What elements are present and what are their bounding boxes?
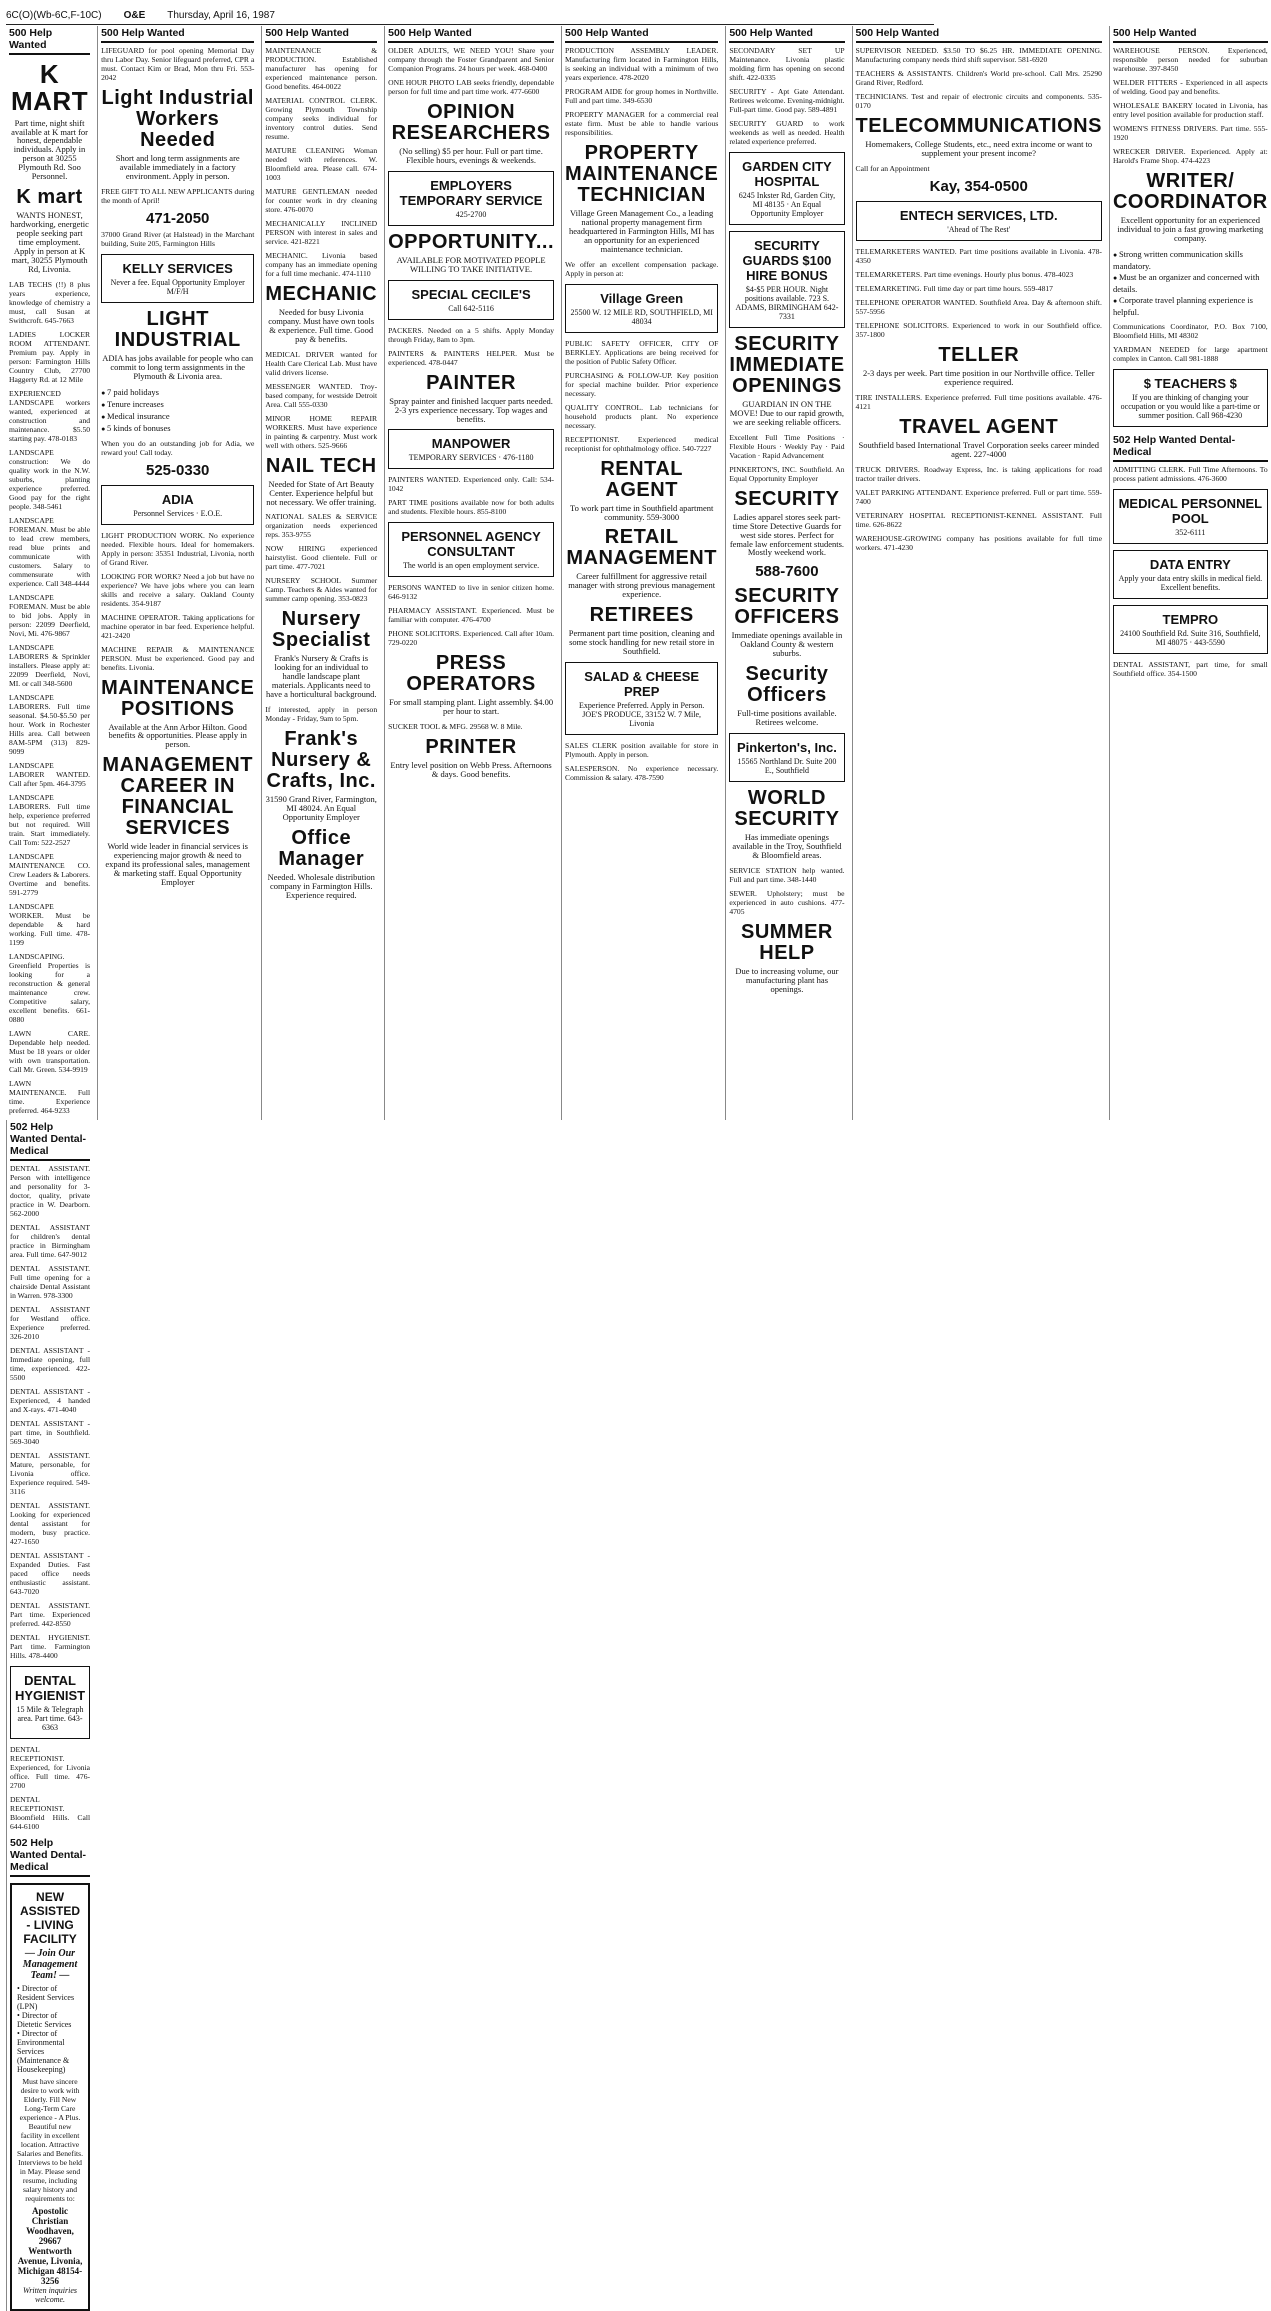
classified-ad: TELEPHONE OPERATOR WANTED. Southfield Area. Day & afternoon shift. 557-5956	[855, 297, 1102, 316]
ad-headline: RETAIL MANAGEMENT	[566, 526, 717, 570]
bullet-list	[1113, 249, 1268, 318]
category-header: 500 Help Wanted	[265, 26, 377, 43]
display-ad	[856, 345, 1102, 387]
ad-headline: TELLER	[938, 343, 1020, 366]
classified-ad: TELEMARKETING. Full time day or part time hours. 559-4817	[855, 283, 1053, 293]
bullet-item: ● Must be an organizer and concerned with details.	[1113, 272, 1268, 295]
classified-ad: PACKERS. Needed on a 5 shifts. Apply Monday through Friday, 8am to 3pm.	[388, 325, 555, 344]
boxed-ad	[1113, 605, 1268, 654]
phone-number: 588-7600	[755, 563, 819, 581]
display-ad	[729, 586, 844, 658]
column-3	[261, 26, 380, 1120]
position-item: • Director of Environmental Services (Maintenance & Housekeeping)	[17, 2029, 83, 2074]
phone-number: Kay, 354-0500	[929, 177, 1028, 195]
position-list	[17, 1984, 83, 2074]
phone-number: 471-2050	[146, 209, 210, 227]
boxed-ad	[565, 284, 718, 333]
classified-ad: MAINTENANCE & PRODUCTION. Established manufacturer has opening for experienced maintenance person. Good benefits. 464-0022	[265, 46, 378, 91]
ad-body: Full-time positions available. Retirees welcome.	[737, 708, 837, 728]
ad-headline: OPINION RESEARCHERS	[391, 101, 551, 144]
ad-body: 24100 Southfield Rd. Suite 316, Southfield, MI 48075 · 443-5590	[1120, 628, 1261, 647]
ad-headline: GARDEN CITY HOSPITAL	[742, 159, 832, 189]
classified-ad: WRECKER DRIVER. Experienced. Apply at: Harold's Frame Shop. 474-4223	[1112, 147, 1268, 165]
ad-body: $4-$5 PER HOUR. Night positions available. 723 S. ADAMS, BIRMINGHAM 642-7331	[735, 285, 839, 321]
classified-ad: SEWER. Upholstery; must be experienced in auto cushions. 477-4705	[729, 888, 845, 916]
ad-headline: WORLD SECURITY	[734, 786, 840, 830]
boxed-ad	[729, 733, 844, 782]
paper-name: O&E	[123, 9, 146, 21]
bullet-item: ● Corporate travel planning experience is helpful.	[1113, 295, 1268, 318]
ad-body: Short and long term assignments are available immediately in a factory environment. Apply in person.	[115, 153, 240, 181]
classified-ad: NATIONAL SALES & SERVICE organization needs experienced reps. 353-9755	[265, 512, 378, 540]
column-2	[97, 26, 257, 1120]
classified-ad: OLDER ADULTS, WE NEED YOU! Share your company through the Foster Grandparent and Senior Companion Programs. 24 hours per week. 468-0400	[388, 46, 555, 73]
ad-body: Career fulfillment for aggressive retail manager with strong previous management experience.	[568, 571, 716, 600]
bullet-item: ● Tenure increases	[101, 399, 254, 411]
column-7	[852, 26, 1105, 1120]
ad-body: If you are thinking of changing your occupation or you would like a part-time or summer position. Call 968-4230	[1120, 392, 1260, 420]
ad-headline: OPPORTUNITY...	[388, 230, 555, 253]
classified-ad: MATURE GENTLEMAN needed for counter work in dry cleaning store. 476-0070	[265, 187, 378, 214]
classified-ad: DENTAL ASSISTANT - Expanded Duties. Fast paced office needs enthusiastic assistant. 643-7020	[10, 1550, 91, 1596]
boxed-ad	[1113, 369, 1268, 427]
ad-headline: PRINTER	[425, 736, 517, 759]
ad-body: 'Ahead of The Rest'	[947, 224, 1011, 234]
display-ad	[729, 664, 844, 727]
classified-ad: NOW HIRING experienced hairstylist. Good clientele. Full or part time. 477-7021	[265, 544, 378, 572]
classified-ad: MACHINE REPAIR & MAINTENANCE PERSON. Must be experienced. Good pay and benefits. Livonia.	[101, 644, 255, 672]
display-ad	[729, 788, 844, 860]
classified-ad: SERVICE STATION help wanted. Full and part time. 348-1440	[729, 865, 845, 884]
boxed-ad	[101, 485, 254, 525]
display-ad	[729, 334, 844, 427]
classified-ad: DENTAL ASSISTANT. Part time. Experienced preferred. 442-8550	[10, 1600, 91, 1628]
ad-headline: K mart	[16, 186, 83, 209]
ad-body: Apply your data entry skills in medical field. Excellent benefits.	[1118, 573, 1263, 592]
classified-ad: WOMEN'S FITNESS DRIVERS. Part time. 555-1920	[1112, 124, 1268, 142]
classified-ad: MATERIAL CONTROL CLERK. Growing Plymouth Township company seeks individual for inventory control duties. Send resume.	[265, 96, 378, 141]
display-ad	[565, 605, 718, 656]
display-ad	[565, 143, 718, 254]
display-ad	[1113, 171, 1268, 243]
boxed-ad	[388, 280, 554, 320]
classified-ad: MESSENGER WANTED. Troy-based company, for westside Detroit Area. Call 555-0330	[265, 381, 378, 409]
ad-body: 31590 Grand River, Farmington, MI 48024. An Equal Opportunity Employer	[265, 794, 377, 822]
display-ad	[565, 459, 718, 522]
phone-number: 525-0330	[146, 461, 210, 479]
ad-headline: WRITER/ COORDINATOR	[1112, 170, 1268, 213]
ad-headline: RENTAL AGENT	[600, 457, 683, 501]
issue-date: Thursday, April 16, 1987	[167, 9, 275, 21]
category-header: 502 Help Wanted Dental-Medical	[1113, 433, 1268, 462]
ad-body: Frank's Nursery & Crafts is looking for an individual to handle landscape plant materials. Applicants need to have a horticultural background.	[266, 653, 377, 700]
ad-headline: SECURITY IMMEDIATE OPENINGS	[729, 333, 845, 397]
classified-ad: PROGRAM AIDE for group homes in Northville. Full and part time. 349-6530	[565, 87, 719, 105]
ad-headline: SPECIAL CECILE'S	[411, 286, 531, 302]
column-8	[1109, 26, 1271, 1120]
ad-body: 6245 Inkster Rd, Garden City, MI 48135 · An Equal Opportunity Employer	[738, 191, 836, 218]
ad-body: Excellent opportunity for an experienced individual to join a fast growing marketing company.	[1117, 215, 1264, 243]
boxed-ad	[565, 662, 718, 735]
ad-headline: Village Green	[600, 290, 684, 306]
classified-ad: SALES CLERK position available for store in Plymouth. Apply in person.	[565, 740, 719, 759]
position-item: • Director of Resident Services (LPN)	[17, 1984, 83, 2011]
classified-ad: RECEPTIONIST. Experienced medical receptionist for ophthalmology office. 540-7227	[565, 434, 719, 453]
display-ad	[101, 309, 254, 381]
ad-body: GUARDIAN IN ON THE MOVE! Due to our rapid growth, we are seeking reliable officers.	[729, 399, 845, 427]
column-6	[725, 26, 847, 1120]
classified-ad: LAWN MAINTENANCE. Full time. Experience preferred. 464-9233	[9, 1078, 91, 1115]
ad-headline: $ TEACHERS $	[1143, 375, 1237, 391]
page-masthead	[6, 6, 934, 25]
classified-ad: MECHANIC. Livonia based company has an immediate opening for a full time mechanic. 474-1110	[265, 251, 378, 278]
classified-ad: LANDSCAPE MAINTENANCE CO. Crew Leaders & Laborers. Overtime and benefits. 591-2779	[9, 851, 91, 897]
ad-headline: TEMPRO	[1162, 611, 1219, 627]
boxed-ad	[388, 522, 554, 577]
boxed-ad	[856, 201, 1102, 241]
ad-body: Experience Preferred. Apply in Person. JOE'S PRODUCE, 33152 W. 7 Mile, Livonia	[579, 700, 705, 728]
ad-headline: RETIREES	[589, 604, 694, 627]
display-ad	[729, 922, 844, 994]
classified-ad: PAINTERS & PAINTERS HELPER. Must be experienced. 478-0447	[388, 348, 555, 367]
ad-headline: Frank's Nursery & Crafts, Inc.	[266, 728, 376, 793]
boxed-ad	[101, 254, 254, 303]
classified-ad: Excellent Full Time Positions · Flexible Hours · Weekly Pay · Paid Vacation · Rapid Advancement	[729, 432, 845, 460]
display-ad	[856, 116, 1102, 158]
ad-body: Permanent part time position, cleaning and some stock handling for new retail store in Southfield.	[568, 628, 715, 657]
ad-headline: MEDICAL PERSONNEL POOL	[1118, 495, 1263, 526]
display-ad	[9, 187, 90, 273]
classified-ad: LANDSCAPING. Greenfield Properties is looking for a reconstruction & general maintenance crew. Competitive salary, excellent benefits. 661-0880	[9, 951, 91, 1024]
display-ad	[388, 653, 554, 716]
display-ad	[265, 828, 377, 900]
ad-headline: SUMMER HELP	[740, 920, 833, 964]
classified-ad: SUPERVISOR NEEDED. $3.50 TO $6.25 HR. IMMEDIATE OPENING. Manufacturing company needs third shift supervisor. 581-6920	[855, 46, 1102, 64]
classified-ad: LANDSCAPE FOREMAN. Must be able to bid jobs. Apply in person: 22099 Deerfield, Novi, Mi. 476-9867	[9, 592, 91, 638]
ad-headline: SALAD & CHEESE PREP	[584, 668, 700, 699]
ad-headline: LIGHT INDUSTRIAL	[114, 307, 241, 351]
ad-body: To work part time in Southfield apartment community. 559-3000	[569, 502, 714, 522]
ad-body: (No selling) $5 per hour. Full or part time. Flexible hours, evenings & weekends.	[399, 146, 543, 165]
ad-body: ADIA has jobs available for people who can commit to long term assignments in the Plymouth & Livonia area.	[102, 352, 254, 381]
classified-ad: MINOR HOME REPAIR WORKERS. Must have experience in painting & carpentry. Must work well with others. 525-9666	[265, 413, 378, 450]
ad-body: Ladies apparel stores seek part-time Store Detective Guards for west side stores. Perfect for female law enforcement students. Mostly weekend work.	[729, 511, 845, 558]
classified-ad: WHOLESALE BAKERY located in Livonia, has entry level position available for production staff.	[1112, 101, 1268, 119]
classified-ad: TELEMARKETERS WANTED. Part time positions available in Livonia. 478-4350	[855, 246, 1102, 265]
classified-ad: DENTAL ASSISTANT for Westland office. Experience preferred. 326-2010	[10, 1304, 91, 1341]
category-header: 500 Help Wanted	[9, 26, 90, 55]
classified-ad: LANDSCAPE LABORERS. Full time seasonal. $4.50-$5.50 per hour. Work in Rochester Hills area. Call between 8AM-5PM (313) 829-9099	[9, 692, 91, 756]
category-header: 500 Help Wanted	[388, 26, 554, 43]
classified-ad: EXPERIENCED LANDSCAPE workers wanted, experienced at construction and maintenance. $5.50 starting pay. 478-0183	[9, 388, 91, 443]
classified-ad: NURSERY SCHOOL Summer Camp. Teachers & Aides wanted for summer camp opening. 353-0823	[265, 576, 378, 604]
classified-ad: PROPERTY MANAGER for a commercial real estate firm. Must be able to handle various responsibilities.	[565, 110, 719, 137]
category-header: 500 Help Wanted	[1113, 26, 1268, 43]
ad-body: 352-6111	[1175, 527, 1206, 537]
display-ad	[101, 678, 254, 750]
classified-ad: LAB TECHS (!!) 8 plus years experience, knowledge of chemistry a must, call Susan at Swithcroft. 645-7663	[9, 279, 91, 325]
column-4	[384, 26, 557, 1120]
boxed-ad	[729, 231, 844, 328]
classified-ad: DENTAL ASSISTANT. Looking for experienced dental assistant for modern, busy practice. 427-1650	[10, 1500, 91, 1546]
ad-body: 15565 Northland Dr. Suite 200 E., Southfield	[737, 756, 837, 775]
ad-headline: PAINTER	[426, 371, 516, 394]
ad-body: Needed for busy Livonia company. Must have own tools & experience. Full time. Good pay & benefits.	[268, 307, 375, 344]
display-ad	[265, 609, 377, 699]
classified-ad: DENTAL ASSISTANT, part time, for small Southfield office. 354-1500	[1112, 659, 1268, 678]
ad-body: Needed. Wholesale distribution company in Farmington Hills. Experience required.	[267, 871, 375, 900]
display-ad	[9, 61, 90, 181]
ad-headline: PRESS OPERATORS	[406, 652, 536, 696]
boxed-ad	[1113, 550, 1268, 599]
display-ad	[265, 284, 377, 344]
classified-ad: VALET PARKING ATTENDANT. Experience preferred. Full or part time. 559-7400	[855, 487, 1102, 506]
display-ad	[729, 489, 844, 558]
banner-organization: Apostolic Christian Woodhaven, 29667 Wentworth Avenue, Livonia, Michigan 48154-3256	[17, 2205, 83, 2286]
ad-body: Available at the Ann Arbor Hilton. Good benefits & opportunities. Please apply in person.	[108, 721, 247, 750]
banner-title: NEW ASSISTED - LIVING FACILITY	[20, 1889, 81, 1946]
classified-ad: DENTAL ASSISTANT. Full time opening for a chairside Dental Assistant in Warren. 978-3300	[10, 1263, 91, 1300]
classified-ad: If interested, apply in person Monday - Friday, 9am to 5pm.	[265, 705, 378, 724]
bullet-item: ● 5 kinds of bonuses	[101, 423, 254, 435]
ad-headline: MANPOWER	[431, 436, 511, 452]
ad-body: For small stamping plant. Light assembly. $4.00 per hour to start.	[389, 697, 554, 717]
classified-ad: TRUCK DRIVERS. Roadway Express, Inc. is taking applications for road tractor trailer drivers.	[855, 464, 1102, 483]
ad-headline: ENTECH SERVICES, LTD.	[899, 207, 1058, 223]
bullet-item: ● Strong written communication skills mandatory.	[1113, 249, 1268, 272]
classified-ad: TELEMARKETERS. Part time evenings. Hourly plus bonus. 478-4023	[855, 269, 1074, 279]
classified-ad: YARDMAN NEEDED for large apartment complex in Canton. Call 981-1888	[1112, 344, 1268, 363]
ad-headline: Security Officers	[745, 663, 829, 707]
ad-body: Entry level position on Webb Press. Afternoons & days. Good benefits.	[390, 760, 552, 780]
ad-body: 2-3 days per week. Part time position in our Northville office. Teller experience required.	[862, 367, 1095, 387]
ad-body: Southfield based International Travel Corporation seeks career minded agent. 227-4000	[858, 439, 1100, 459]
classified-ad: SECURITY - Apt Gate Attendant. Retirees welcome. Evening-midnight. Full-part time. Good pay. 589-4891	[729, 87, 845, 114]
bullet-item: ● Medical insurance	[101, 411, 254, 423]
classified-ad: ONE HOUR PHOTO LAB seeks friendly, dependable person for full time and part time work. 477-6600	[388, 78, 555, 96]
display-ad	[565, 527, 718, 599]
ad-body: Never a fee. Equal Opportunity Employer M/F/H	[110, 277, 245, 296]
category-header: 500 Help Wanted	[856, 26, 1102, 43]
classified-ad: PHARMACY ASSISTANT. Experienced. Must be familiar with computer. 476-4700	[388, 606, 555, 625]
classified-ad: LANDSCAPE FOREMAN. Must be able to lead crew members, read blue prints and communicate with customers. Salary to commensurate with experience. Call 348-4444	[9, 515, 91, 588]
ad-headline: TELECOMMUNICATIONS	[855, 115, 1102, 137]
classified-ad: DENTAL ASSISTANT. Person with intelligence and personality for 3-doctor, quality, private practice in W. Dearborn. 562-2000	[10, 1163, 91, 1218]
display-ad	[856, 417, 1102, 459]
ad-body: The world is an open employment service.	[402, 561, 540, 571]
display-ad	[388, 737, 554, 779]
ad-body: Personnel Services · E.O.E.	[133, 508, 223, 518]
banner-body: Must have sincere desire to work with Elderly. Fill New Long-Term Care experience - A Plus. Beautiful new facility in excellent location. Attractive Salaries and Benefits. Interviews to be held in May. Please send resume, including salary history and requirements to:	[17, 2076, 84, 2203]
category-header: 500 Help Wanted	[101, 26, 254, 43]
classified-ad: LADIES LOCKER ROOM ATTENDANT. Premium pay. Apply in person: Farmington Hills Country Club, 27700 Haggerty Rd. at 12 Mile	[9, 329, 91, 384]
ad-body: Has immediate openings available in the Troy, Southfield & Bloomfield areas.	[732, 831, 842, 860]
ad-headline: ADIA	[161, 491, 194, 507]
column-9	[6, 1120, 93, 2311]
ad-body: AVAILABLE FOR MOTIVATED PEOPLE WILLING TO TAKE INITIATIVE.	[396, 254, 546, 274]
position-item: • Director of Dietetic Services	[17, 2011, 83, 2029]
classified-ad: LANDSCAPE LABORER WANTED. Call after 5pm. 464-3795	[9, 760, 91, 788]
classified-ad: We offer an excellent compensation package. Apply in person at:	[565, 259, 719, 278]
ad-body: Needed for State of Art Beauty Center. Experience helpful but not necessary. We offer training.	[266, 478, 377, 507]
classified-ad: TEACHERS & ASSISTANTS. Children's World pre-school. Call Mrs. 25290 Grand River, Redford.	[855, 69, 1102, 87]
ad-headline: K MART	[10, 59, 89, 117]
ad-body: Immediate openings available in Oakland County & western suburbs.	[731, 630, 843, 659]
classified-ad: PINKERTON'S, INC. Southfield. An Equal Opportunity Employer	[729, 464, 845, 483]
classified-ad: Communications Coordinator, P.O. Box 7100, Bloomfield Hills, MI 48302	[1112, 321, 1268, 340]
ad-headline: DENTAL HYGIENIST	[15, 1672, 86, 1703]
classified-ad: VETERINARY HOSPITAL RECEPTIONIST-KENNEL ASSISTANT. Full time. 626-8622	[855, 510, 1102, 529]
assisted-living-banner	[10, 1883, 90, 2311]
ad-body: WANTS HONEST, hardworking, energetic people seeking part time employment. Apply in person at K mart, 30255 Plymouth Rd, Livonia.	[10, 210, 89, 274]
classified-ad: QUALITY CONTROL. Lab technicians for household products plant. No experience necessary.	[565, 402, 719, 430]
classified-ad: MEDICAL DRIVER wanted for Health Care Clerical Lab. Must have valid drivers license.	[265, 349, 378, 377]
ad-body: Spray painter and finished lacquer parts needed. 2-3 yrs experience necessary. Top wages and benefits.	[389, 395, 553, 424]
classified-ad: LANDSCAPE WORKER. Must be dependable & hard working. Full time. 478-1199	[9, 901, 91, 947]
classified-ad: When you do an outstanding job for Adia, we reward you! Call today.	[101, 438, 255, 457]
classified-ad: Call for an Appointment	[855, 163, 930, 173]
display-ad	[388, 102, 554, 165]
banner-subtitle: — Join Our Management Team! —	[22, 1947, 78, 1981]
ad-body: TEMPORARY SERVICES · 476-1180	[408, 453, 534, 463]
ad-headline: SECURITY OFFICERS	[734, 585, 840, 629]
classified-ad: DENTAL ASSISTANT for children's dental practice in Birmingham area. Full time. 647-9012	[10, 1222, 91, 1259]
category-header: 502 Help Wanted Dental-Medical	[10, 1836, 90, 1877]
classified-ad: 37000 Grand River (at Halstead) in the Marchant building, Suite 205, Farmington Hills	[101, 229, 255, 248]
classified-ad: DENTAL RECEPTIONIST. Experienced, for Livonia office. Full time. 476-2700	[10, 1744, 91, 1790]
ad-headline: PERSONNEL AGENCY CONSULTANT	[401, 529, 541, 560]
boxed-ad	[388, 171, 554, 226]
classified-ad: SUCKER TOOL & MFG. 29568 W. 8 Mile.	[388, 722, 523, 732]
bullet-list	[101, 387, 254, 435]
ad-body: Homemakers, College Students, etc., need extra income or want to supplement your present income?	[865, 139, 1093, 158]
column-5	[561, 26, 721, 1120]
ad-body: Village Green Management Co., a leading national property management firm headquartered in Farmington Hills, MI has an opportunity for an experienced maintenance technician.	[568, 208, 715, 254]
classified-ad: SECURITY GUARD to work weekends as well as needed. Health related experience preferred.	[729, 119, 845, 146]
boxed-ad	[388, 429, 554, 469]
ad-body: 425-2700	[455, 209, 487, 219]
classified-ad: TIRE INSTALLERS. Experience preferred. Full time positions available. 476-4121	[855, 392, 1102, 411]
classified-ad: LOOKING FOR WORK? Need a job but have no experience? We have jobs where you can learn skills and receive a salary. Oakland County residents. 354-9187	[101, 571, 255, 608]
ad-headline: PROPERTY MAINTENANCE TECHNICIAN	[565, 142, 719, 206]
ad-headline: TRAVEL AGENT	[899, 415, 1059, 438]
ad-headline: Office Manager	[278, 826, 365, 870]
ad-headline: DATA ENTRY	[1149, 556, 1231, 572]
category-header: 500 Help Wanted	[565, 26, 718, 43]
category-header: 500 Help Wanted	[729, 26, 844, 43]
classified-ad: LAWN CARE. Dependable help needed. Must be 18 years or older with own transportation. Call Mr. Green. 534-9919	[9, 1028, 91, 1074]
display-ad	[388, 373, 554, 424]
ad-body: 15 Mile & Telegraph area. Part time. 643-6363	[16, 1704, 84, 1732]
ad-body: Call 642-5116	[448, 303, 494, 313]
classified-ad: MECHANICALLY INCLINED PERSON with interest in sales and service. 421-8221	[265, 219, 378, 246]
ad-body: Part time, night shift available at K mart for honest, dependable individuals. Apply in person at 30255 Plymouth Rd. Soo Personnel.	[11, 117, 88, 182]
ad-headline: Pinkerton's, Inc.	[736, 739, 837, 755]
ad-headline: EMPLOYERS TEMPORARY SERVICE	[399, 177, 543, 208]
classified-ad: FREE GIFT TO ALL NEW APPLICANTS during the month of April!	[101, 186, 255, 205]
display-ad	[101, 88, 254, 181]
classified-ad: DENTAL ASSISTANT. Mature, personable, for Livonia office. Experience required. 549-3116	[10, 1450, 91, 1496]
classified-ad: SECONDARY SET UP Maintenance. Livonia plastic molding firm has opening on second shift. 422-0335	[729, 46, 845, 82]
boxed-ad	[10, 1666, 90, 1739]
banner-note: Written inquiries welcome.	[23, 2285, 78, 2304]
classified-ad: PRODUCTION ASSEMBLY LEADER. Manufacturing firm located in Farmington Hills, is seeking an individual with a minimum of two years experience. 478-2020	[565, 46, 719, 82]
display-ad	[101, 755, 254, 887]
ad-headline: SECURITY GUARDS $100 HIRE BONUS	[742, 238, 832, 283]
classified-ad: PURCHASING & FOLLOW-UP. Key position for special machine builder. Prior experience necessary.	[565, 370, 719, 398]
classified-ad: LANDSCAPE construction: We do quality work in the N.W. suburbs, planting experience preferred. Good pay for the right people. 348-5461	[9, 447, 91, 511]
classified-ad: WAREHOUSE-GROWING company has positions available for full time workers. 471-4230	[855, 533, 1102, 552]
classified-ad: LANDSCAPE LABORERS & Sprinkler installers. Please apply at: 22099 Deerfield, Novi, MI. or call 348-5600	[9, 642, 91, 688]
classified-ad: PAINTERS WANTED. Experienced only. Call: 534-1042	[388, 475, 555, 494]
ad-body: 25500 W. 12 MILE RD, SOUTHFIELD, MI 48034	[570, 307, 713, 326]
category-header: 502 Help Wanted Dental-Medical	[10, 1120, 90, 1161]
ad-headline: MANAGEMENT CAREER IN FINANCIAL SERVICES	[102, 754, 253, 840]
classified-ad: DENTAL HYGIENIST. Part time. Farmington Hills. 478-4400	[10, 1632, 91, 1660]
classified-ad: DENTAL ASSISTANT - Experienced, 4 handed and X-rays. 471-4040	[10, 1386, 91, 1414]
ad-headline: MECHANIC	[265, 283, 378, 305]
display-ad	[388, 232, 554, 274]
column-1	[6, 26, 93, 1120]
classified-ad: WELDER FITTERS - Experienced in all aspects of welding. Good pay and benefits.	[1112, 78, 1268, 96]
ad-body: World wide leader in financial services is experiencing major growth & need to expand its professional sales, management & marketing staff. Equal Opportunity Employer	[105, 841, 251, 887]
classified-columns	[6, 26, 1268, 2304]
classified-ad: ADMITTING CLERK. Full Time Afternoons. To process patient admissions. 476-3600	[1112, 464, 1268, 483]
display-ad	[265, 456, 377, 507]
classified-ad: LANDSCAPE LABORERS. Full time help, experience preferred but not required. Will train. Start immediately. Call Tom: 522-2527	[9, 792, 91, 847]
display-ad	[265, 729, 377, 822]
classified-ad: PERSONS WANTED to live in senior citizen home. 646-9132	[388, 583, 555, 602]
classified-ad: DENTAL ASSISTANT - part time, in Southfield. 569-3040	[10, 1418, 91, 1446]
classified-ad: SALESPERSON. No experience necessary. Commission & salary. 478-7590	[565, 763, 719, 782]
classified-ad: WAREHOUSE PERSON. Experienced, responsible person needed for suburban warehouse. 397-8450	[1112, 46, 1268, 73]
classified-ad: PHONE SOLICITORS. Experienced. Call after 10am. 729-0220	[388, 629, 555, 648]
classified-ad: DENTAL ASSISTANT - Immediate opening, full time, experienced. 422-5500	[10, 1345, 91, 1382]
classified-ad: TECHNICIANS. Test and repair of electronic circuits and components. 535-0170	[855, 92, 1102, 110]
boxed-ad	[729, 152, 844, 225]
ad-headline: KELLY SERVICES	[122, 260, 233, 276]
ad-headline: MAINTENANCE POSITIONS	[101, 676, 255, 720]
ad-headline: Nursery Specialist	[272, 608, 371, 652]
classified-ad: MATURE CLEANING Woman needed with references. W. Bloomfield area. Please call. 674-1003	[265, 146, 378, 182]
ad-headline: SECURITY	[734, 487, 840, 510]
classified-ad: LIGHT PRODUCTION WORK. No experience needed. Flexible hours. Ideal for homemakers. Apply in person: 35351 Industrial, Livonia, north of Grand River.	[101, 530, 255, 567]
ad-headline: NAIL TECH	[265, 454, 377, 477]
ad-headline: Light Industrial Workers Needed	[101, 87, 254, 151]
ad-body: Due to increasing volume, our manufacturing plant has openings.	[735, 965, 839, 994]
bullet-item: ● 7 paid holidays	[101, 387, 254, 399]
classified-ad: MACHINE OPERATOR. Taking applications for machine operator in bar feed. Experience helpful. 421-2420	[101, 612, 255, 640]
section-code: 6C(O)(Wb-6C,F-10C)	[6, 9, 102, 21]
boxed-ad	[1113, 489, 1268, 544]
classified-ad: LIFEGUARD for pool opening Memorial Day thru Labor Day. Senior lifeguard preferred, CPR a must. Contact Kim or Brad, Mon thru Fri. 553-2042	[101, 46, 255, 82]
classified-ad: PART TIME positions available now for both adults and students. Flexible hours. 855-8100	[388, 498, 555, 517]
classified-ad: DENTAL RECEPTIONIST. Bloomfield Hills. Call 644-6100	[10, 1794, 91, 1831]
classified-ad: PUBLIC SAFETY OFFICER, CITY OF BERKLEY. Applications are being received for the position of Public Safety Officer.	[565, 338, 719, 366]
classified-ad: TELEPHONE SOLICITORS. Experienced to work in our Southfield office. 357-1800	[855, 320, 1102, 339]
